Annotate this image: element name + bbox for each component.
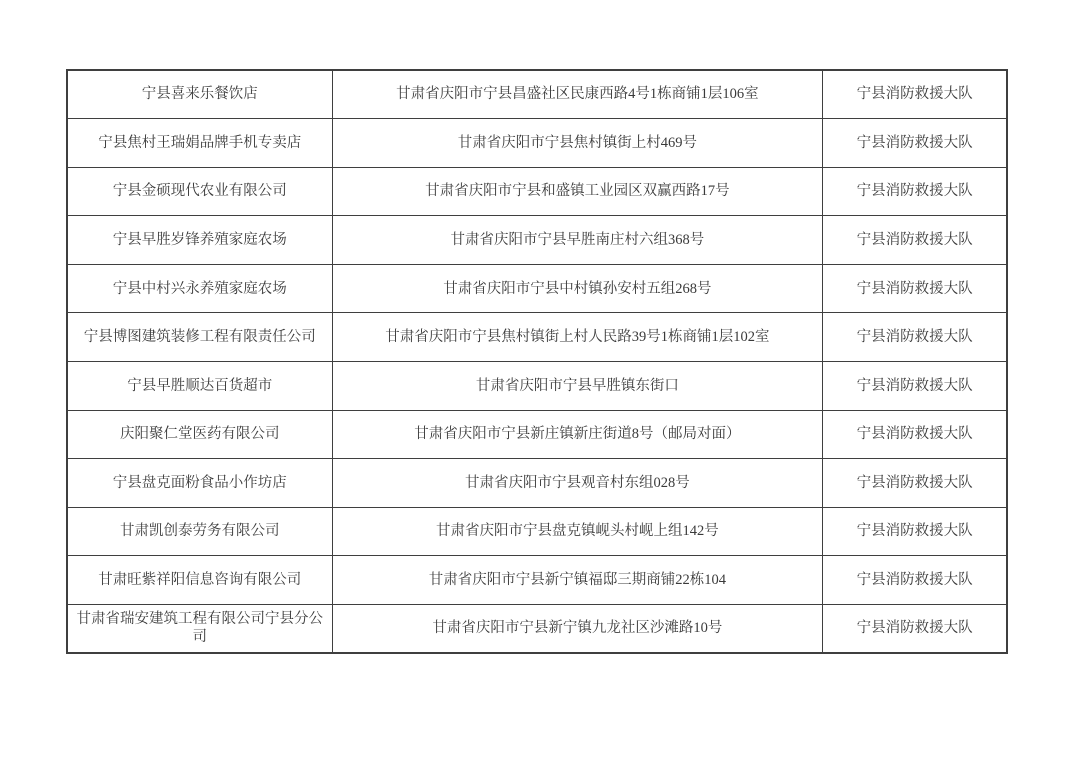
- address-cell: 甘肃省庆阳市宁县昌盛社区民康西路4号1栋商铺1层106室: [332, 70, 823, 119]
- table-row: [67, 216, 1007, 265]
- business-name-cell: 宁县博图建筑装修工程有限责任公司: [67, 313, 332, 362]
- table-row: [67, 507, 1007, 556]
- address-cell: 甘肃省庆阳市宁县早胜镇东街口: [332, 361, 823, 410]
- business-name-cell: 宁县盘克面粉食品小作坊店: [67, 459, 332, 508]
- address-cell: 甘肃省庆阳市宁县新宁镇福邸三期商铺22栋104: [332, 556, 823, 605]
- address-cell: 甘肃省庆阳市宁县观音村东组028号: [332, 459, 823, 508]
- address-cell: 甘肃省庆阳市宁县中村镇孙安村五组268号: [332, 264, 823, 313]
- authority-cell: 宁县消防救援大队: [823, 410, 1007, 459]
- business-name-cell: 甘肃凯创泰劳务有限公司: [67, 507, 332, 556]
- authority-cell: 宁县消防救援大队: [823, 556, 1007, 605]
- address-cell: 甘肃省庆阳市宁县新庄镇新庄街道8号（邮局对面）: [332, 410, 823, 459]
- authority-cell: 宁县消防救援大队: [823, 70, 1007, 119]
- address-cell: 甘肃省庆阳市宁县焦村镇街上村人民路39号1栋商铺1层102室: [332, 313, 823, 362]
- address-cell: 甘肃省庆阳市宁县和盛镇工业园区双赢西路17号: [332, 167, 823, 216]
- table-row: [67, 459, 1007, 508]
- authority-cell: 宁县消防救援大队: [823, 216, 1007, 265]
- address-cell: 甘肃省庆阳市宁县焦村镇街上村469号: [332, 119, 823, 168]
- address-cell: 甘肃省庆阳市宁县新宁镇九龙社区沙滩路10号: [332, 604, 823, 653]
- authority-cell: 宁县消防救援大队: [823, 313, 1007, 362]
- table-row: [67, 264, 1007, 313]
- business-table-body: [67, 70, 1007, 653]
- authority-cell: 宁县消防救援大队: [823, 604, 1007, 653]
- table-row: [67, 313, 1007, 362]
- authority-cell: 宁县消防救援大队: [823, 361, 1007, 410]
- table-row: [67, 361, 1007, 410]
- business-name-cell: 宁县早胜岁锋养殖家庭农场: [67, 216, 332, 265]
- business-name-cell: 宁县焦村王瑞娟品牌手机专卖店: [67, 119, 332, 168]
- business-table: [66, 69, 1008, 654]
- business-name-cell: 甘肃省瑞安建筑工程有限公司宁县分公司: [67, 604, 332, 653]
- table-row: [67, 167, 1007, 216]
- table-row: [67, 556, 1007, 605]
- address-cell: 甘肃省庆阳市宁县早胜南庄村六组368号: [332, 216, 823, 265]
- table-row: [67, 119, 1007, 168]
- business-name-cell: 庆阳聚仁堂医药有限公司: [67, 410, 332, 459]
- authority-cell: 宁县消防救援大队: [823, 459, 1007, 508]
- business-name-cell: 宁县中村兴永养殖家庭农场: [67, 264, 332, 313]
- authority-cell: 宁县消防救援大队: [823, 119, 1007, 168]
- business-name-cell: 宁县早胜顺达百货超市: [67, 361, 332, 410]
- table-row: [67, 604, 1007, 653]
- table-row: [67, 410, 1007, 459]
- authority-cell: 宁县消防救援大队: [823, 507, 1007, 556]
- business-name-cell: 宁县金硕现代农业有限公司: [67, 167, 332, 216]
- business-name-cell: 甘肃旺紫祥阳信息咨询有限公司: [67, 556, 332, 605]
- authority-cell: 宁县消防救援大队: [823, 264, 1007, 313]
- table-row: [67, 70, 1007, 119]
- business-name-cell: 宁县喜来乐餐饮店: [67, 70, 332, 119]
- authority-cell: 宁县消防救援大队: [823, 167, 1007, 216]
- address-cell: 甘肃省庆阳市宁县盘克镇岘头村岘上组142号: [332, 507, 823, 556]
